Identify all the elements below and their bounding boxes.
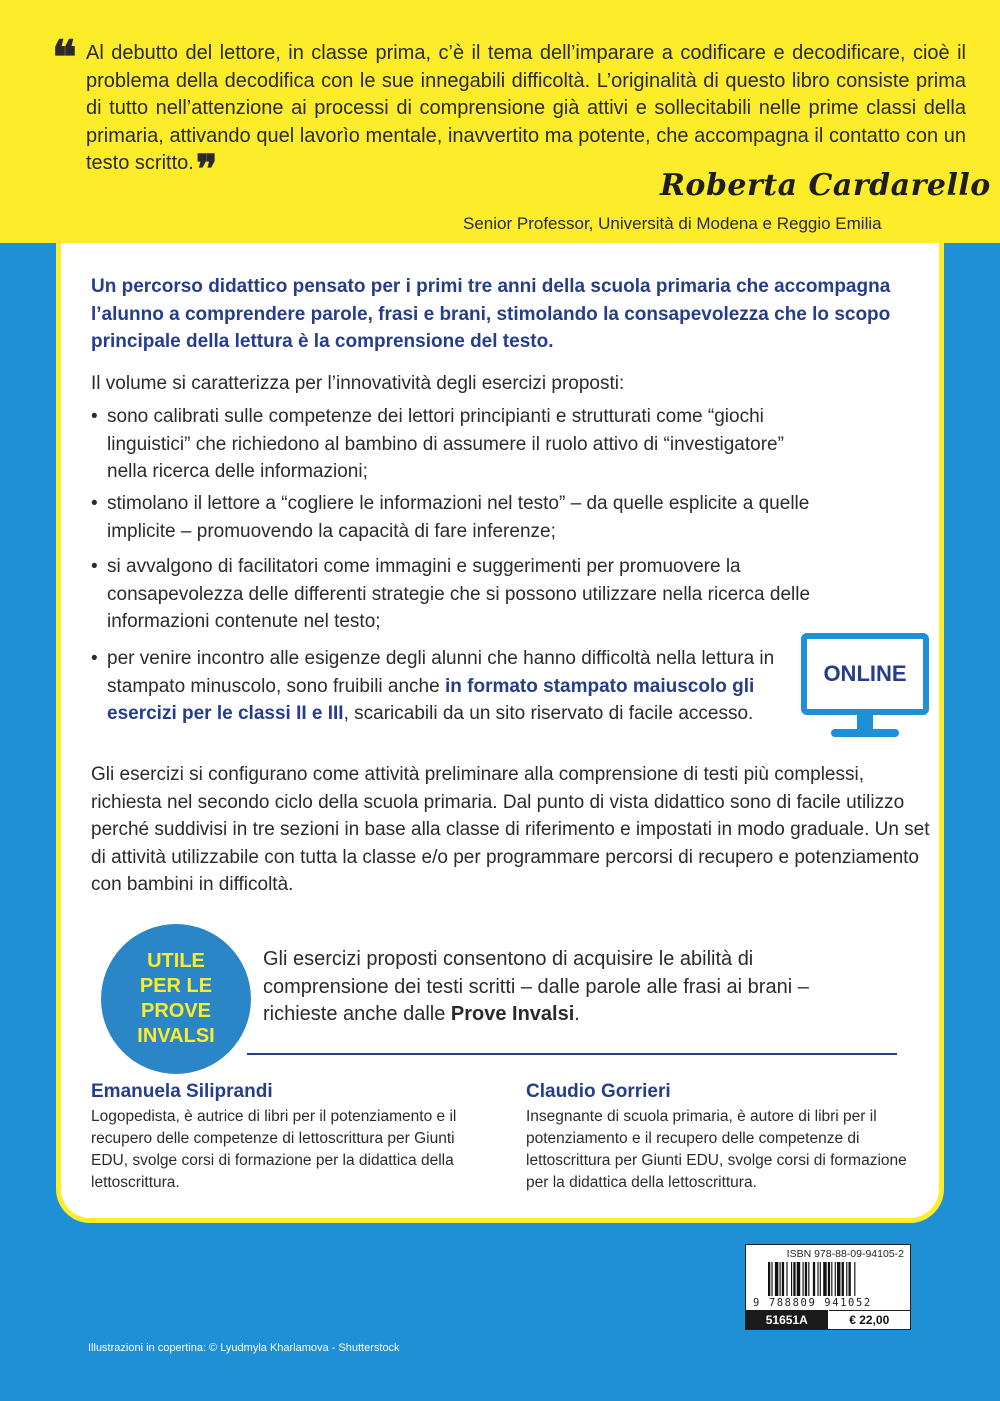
quote-close-mark: ❞ [195, 146, 218, 193]
author-bio: Insegnante di scuola primaria, è autore di libri per il potenziamento e il recupero delle competenze di lettoscrittura per Giunti EDU, svolge corsi di formazione per la didattica della lettoscrittura. [526, 1108, 907, 1191]
bullet-text: per venire incontro alle esigenze degli alunni che hanno difficoltà nella lettura in stampato minuscolo, sono fruibili anche [107, 648, 775, 697]
isbn-text: ISBN 978-88-09-94105-2 [786, 1248, 904, 1260]
monitor-screen [801, 633, 929, 715]
bullet-text: stimolano il lettore a “cogliere le informazioni nel testo” – da quelle esplicite a quelle implicite – promuovendo la capacità di fare inferenze; [107, 493, 810, 542]
invalsi-badge [101, 924, 251, 1074]
author-block [526, 1079, 911, 1194]
author-name: Claudio Gorrieri [526, 1081, 671, 1102]
barcode-footer [746, 1310, 910, 1329]
bullet-mark: • [91, 493, 98, 514]
bullet-item [91, 645, 811, 728]
quote-author-role: Senior Professor, Università di Modena e Reggio Emilia [463, 214, 882, 233]
description-card [56, 243, 944, 1223]
quote-band [0, 0, 1000, 243]
bullet-text-end: , scaricabili da un sito riservato di facile accesso. [343, 703, 754, 724]
badge-text: UTILE PER LE PROVE INVALSI [137, 950, 215, 1047]
bullet-mark: • [91, 648, 98, 669]
author-bio: Logopedista, è autrice di libri per il potenziamento e il recupero delle competenze di lettoscrittura per Giunti EDU, svolge corsi di formazione per la didattica della lettoscrittura. [91, 1108, 457, 1191]
monitor-base [831, 729, 899, 737]
bullet-text: si avvalgono di facilitatori come immagini e suggerimenti per promuovere la consapevolezza delle differenti strategie che si possono utilizzare nella ricerca delle informazioni contenute nel testo; [107, 556, 811, 632]
barcode-bars [768, 1262, 906, 1296]
quote-text: Al debutto del lettore, in classe prima, c’è il tema dell’imparare a codificare e decodificare, cioè il problema della decodifica con le sue innegabili difficoltà. L’originalità di questo libro consiste prima di tutto nell’attenzione ai processi di comprensione già attivi e sollecitabili nelle prime classi della primaria, attivando quel lavorìo mentale, inavvertito ma potente, che accompagna il contatto con un testo scritto. [86, 42, 966, 174]
section-divider [247, 1053, 897, 1055]
bullet-item [91, 553, 811, 636]
intro-text: Un percorso didattico pensato per i primi tre anni della scuola primaria che accompagna l’alunno a comprendere parole, frasi e brani, stimolando la consapevolezza che lo scopo principale della lettura è la comprensione del testo. [91, 276, 891, 352]
author-block [91, 1079, 476, 1194]
barcode-digits: 9 788809 941052 [753, 1297, 872, 1309]
invalsi-highlight: Prove Invalsi [450, 1003, 575, 1025]
online-label: ONLINE [823, 661, 907, 686]
bullet-mark: • [91, 556, 98, 577]
quote-author: Roberta Cardarello [660, 168, 991, 203]
illustration-credit: Illustrazioni in copertina: © Lyudmyla Kharlamova - Shutterstock [88, 1342, 400, 1354]
invalsi-text [263, 946, 873, 1029]
author-name: Emanuela Siliprandi [91, 1081, 273, 1102]
bullet-mark: • [91, 406, 98, 427]
bullet-item [91, 403, 811, 486]
invalsi-text-start: Gli esercizi proposti consentono di acquisire le abilità di comprensione dei testi scritti – dalle parole alle frasi ai brani – richieste anche dalle [263, 948, 809, 1025]
lead-text: Il volume si caratterizza per l’innovatività degli esercizi proposti: [91, 373, 625, 394]
barcode-label [745, 1244, 911, 1330]
invalsi-text-end: . [574, 1003, 580, 1025]
quote-open-mark: ❝ [52, 30, 77, 84]
online-monitor-icon [801, 633, 929, 743]
bullet-highlight: in formato stampato maiuscolo gli esercizi per le classi II e III [107, 675, 755, 724]
price: € 22,00 [829, 1310, 911, 1329]
bullet-text: sono calibrati sulle competenze dei lettori principianti e strutturati come “giochi linguistici” che richiedono al bambino di assumere il ruolo attivo di “investigatore” nella ricerca delle informazioni; [107, 406, 784, 482]
product-code: 51651A [746, 1310, 829, 1329]
bullet-item [91, 490, 811, 545]
closing-text: Gli esercizi si configurano come attività preliminare alla comprensione di testi più complessi, richiesta nel secondo ciclo della scuola primaria. Dal punto di vista didattico sono di facile utilizzo perché suddivisi in tre sezioni in base alla classe di riferimento e impostati in modo graduale. Un set di attività utilizzabile con tutta la classe e/o per programmare percorsi di recupero e potenziamento con bambini in difficoltà. [91, 764, 930, 895]
